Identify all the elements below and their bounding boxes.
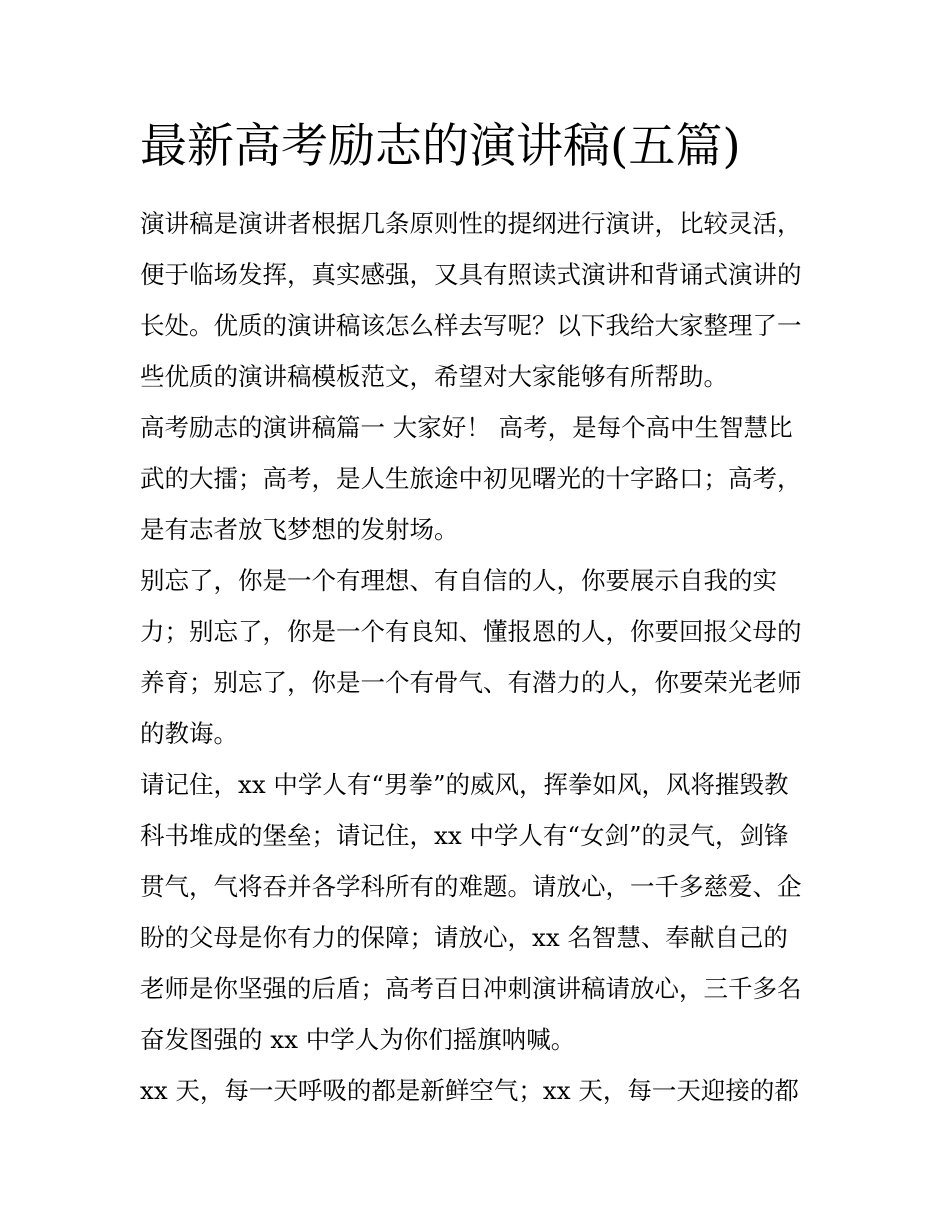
text-line: 长处。优质的演讲稿该怎么样去写呢？以下我给大家整理了一 [140, 311, 802, 340]
text-line: 别忘了，你是一个有理想、有自信的人，你要展示自我的实 [140, 566, 777, 595]
text-line: 便于临场发挥，真实感强，又具有照读式演讲和背诵式演讲的 [140, 260, 802, 289]
document-title: 最新高考励志的演讲稿(五篇) [140, 119, 741, 174]
text-line: 些优质的演讲稿模板范文，希望对大家能够有所帮助。 [140, 362, 728, 391]
text-line: 高考励志的演讲稿篇一 大家好！ 高考，是每个高中生智慧比 [140, 413, 793, 442]
text-line: 力；别忘了，你是一个有良知、懂报恩的人，你要回报父母的 [140, 617, 802, 646]
text-line: 是有志者放飞梦想的发射场。 [140, 515, 459, 544]
text-line: 演讲稿是演讲者根据几条原则性的提纲进行演讲，比较灵活， [140, 209, 802, 238]
paragraph-remember [140, 759, 830, 1065]
text-line: 科书堆成的堡垒；请记住，xx 中学人有“女剑”的灵气，剑锋 [140, 821, 789, 850]
text-line: 请记住，xx 中学人有“男拳”的威风，挥拳如风，风将摧毁教 [140, 770, 789, 799]
paragraph-speech-one-opening [140, 402, 830, 555]
text-line: 的教诲。 [140, 719, 238, 748]
paragraph-days [140, 1065, 830, 1116]
text-line: xx 天，每一天呼吸的都是新鲜空气；xx 天，每一天迎接的都 [140, 1076, 799, 1105]
document-body [140, 198, 830, 1116]
text-line: 养育；别忘了，你是一个有骨气、有潜力的人，你要荣光老师 [140, 668, 802, 697]
paragraph-intro [140, 198, 830, 402]
text-line: 奋发图强的 xx 中学人为你们摇旗呐喊。 [140, 1025, 576, 1054]
text-line: 盼的父母是你有力的保障；请放心，xx 名智慧、奉献自己的 [140, 923, 788, 952]
paragraph-dont-forget [140, 555, 830, 759]
text-line: 老师是你坚强的后盾；高考百日冲刺演讲稿请放心，三千多名 [140, 974, 802, 1003]
text-line: 武的大擂；高考，是人生旅途中初见曙光的十字路口；高考， [140, 464, 802, 493]
text-line: 贯气，气将吞并各学科所有的难题。请放心，一千多慈爱、企 [140, 872, 802, 901]
